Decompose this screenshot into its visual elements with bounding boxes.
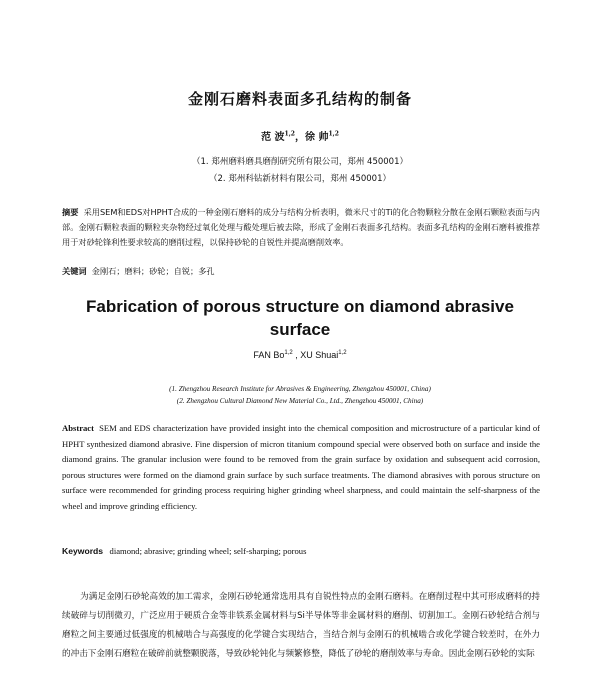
- english-affiliation-2: (2. Zhengzhou Cultural Diamond New Material Co., Ltd., Zhengzhou 450001, China): [176, 397, 424, 405]
- english-authors: [0, 350, 600, 360]
- english-keywords-text: diamond; abrasive; grinding wheel; self-sharping; porous: [109, 546, 307, 556]
- author-affiliation-sup: 1,2: [284, 130, 295, 138]
- chinese-author-xu: 徐 帅: [305, 132, 329, 143]
- chinese-affiliation-1: （1. 郑州磨料磨具磨削研究所有限公司，郑州 450001）: [192, 157, 408, 167]
- chinese-abstract-label: 摘要: [62, 207, 79, 217]
- author-separator: ，: [295, 132, 305, 143]
- english-keywords: [62, 546, 540, 556]
- chinese-keywords-text: 金刚石；磨料；砂轮；自锐；多孔: [91, 266, 215, 276]
- body-paragraph: [62, 588, 540, 664]
- chinese-abstract-text: 采用SEM和EDS对HPHT合成的一种金刚石磨料的成分与结构分析表明，微米尺寸的Ti的化合物颗粒分散在金刚石颗粒表面与内部。金刚石颗粒表面的颗粒夹杂物经过氧化处理与酸处理后被去除，形成了金刚石表面多孔结构。表面多孔结构的金刚石磨料被推荐用于对砂轮锋利性要求较高的磨削过程，以保持砂轮的自锐性并提高磨削效率。: [62, 207, 540, 247]
- chinese-keywords-label: 关键词: [62, 266, 87, 276]
- chinese-keywords: [62, 266, 540, 277]
- author-affiliation-sup: 1,2: [328, 130, 339, 138]
- author-affiliation-sup: 1,2: [284, 350, 293, 356]
- chinese-affiliation-2: （2. 郑州科钻新材料有限公司，郑州 450001）: [209, 174, 391, 184]
- chinese-author-fan: 范 波: [261, 132, 285, 143]
- english-abstract: [62, 421, 540, 515]
- chinese-authors: [0, 128, 600, 143]
- english-title: Fabrication of porous structure on diamond abrasive surface: [86, 297, 514, 339]
- chinese-abstract: [62, 205, 540, 250]
- english-abstract-text: SEM and EDS characterization have provided insight into the chemical composition and microstructure of a particular kind of HPHT synthesized diamond abrasive. Fine dispersion of micron titanium compound special were observed both on surface and inside the diamond grains. The granular inclusion were found to be removed from the grain surface by oxidation and subsequent acid corrosion, porous structures were formed on the diamond grain surface by such surface treatments. The diamond abrasives with porous structure on surface were recommended for grinding process requiring higher grinding wheel sharpness, and could maintain the self-sharpness of the wheel and improve grinding efficiency.: [62, 423, 541, 511]
- chinese-title: 金刚石磨料表面多孔结构的制备: [187, 90, 412, 108]
- english-author-fan: FAN Bo: [253, 350, 285, 360]
- author-separator: ,: [292, 350, 301, 360]
- english-keywords-label: Keywords: [62, 546, 104, 556]
- english-abstract-label: Abstract: [62, 423, 94, 433]
- english-author-xu: XU Shuai: [300, 350, 339, 360]
- body-paragraph-text: 为满足金刚石砂轮高效的加工需求，金刚石砂轮通常选用具有自锐性特点的金刚石磨料。在磨削过程中其可形成磨料的持续破碎与切削微刃，广泛应用于硬质合金等非铁系金属材料与Si半导体等非金属材料的磨削、切割加工。金刚石砂轮结合剂与磨粒之间主要通过低强度的机械啮合与高强度的化学键合实现结合，当结合剂与金刚石的机械啮合或化学键合较差时，在外力的冲击下金刚石磨粒在破碎前就整颗脱落，导致砂轮钝化与频繁修整，降低了砂轮的磨削效率与寿命。因此金刚石砂轮的实际: [62, 592, 540, 659]
- english-affiliation-1: (1. Zhengzhou Research Institute for Abrasives & Engineering, Zhengzhou 450001, China): [169, 385, 431, 393]
- author-affiliation-sup: 1,2: [338, 350, 347, 356]
